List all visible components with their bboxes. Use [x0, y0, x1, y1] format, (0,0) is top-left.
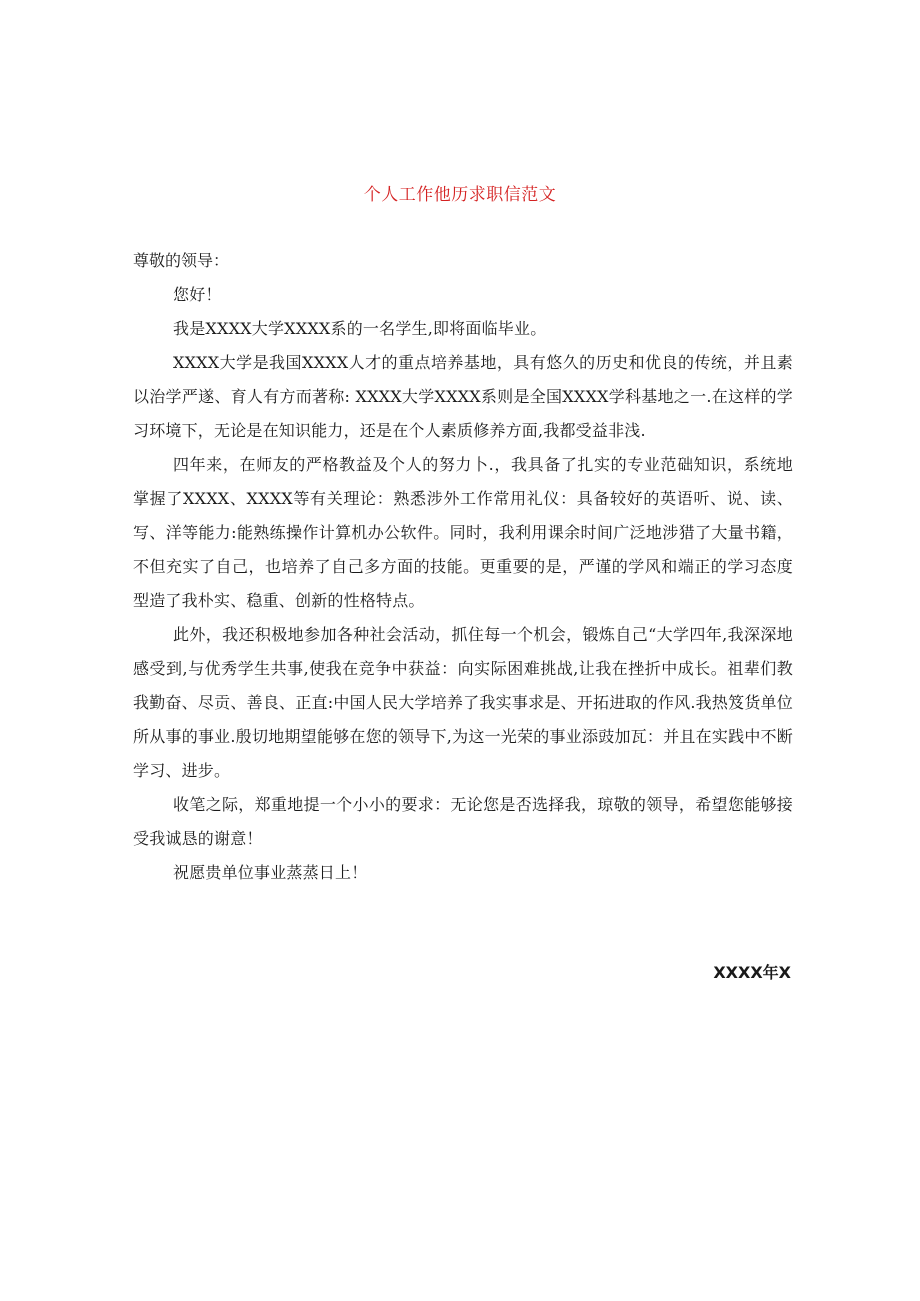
paragraph-activities: 此外，我还积极地参加各种社会活动，抓住每一个机会，锻炼自己“大学四年,我深深地感受到,与优秀学生共事,使我在竞争中获益：向实际困难挑战,让我在挫折中成长。祖辈们教我勤奋、尽贡、善良、正直:中国人民大学培养了我实事求是、开拓进取的作风.我热笈货单位所从事的事业.殷切地期望能够在您的领导下,为这一光荣的事业添豉加瓦：并且在实践中不断学习、进步。 — [133, 625, 793, 780]
paragraph-greeting: 您好！ — [173, 285, 222, 304]
paragraph-university: XXXX大学是我国XXXX人才的重点培养基地，具有悠久的历史和优良的传统，并且素以治学严遂、育人有方而著称: XXXX大学XXXX系则是全国XXXX学科基地之一.在这样的学习环境下，无论是在知识能力，还是在个人素质修养方面,我都受益非浅. — [133, 353, 793, 440]
letter-body — [133, 244, 793, 890]
paragraph-intro: 我是XXXX大学XXXX系的一名学生,即将面临毕业。 — [173, 319, 547, 338]
document-title: 个人工作他历求职信范文 — [363, 185, 557, 205]
salutation: 尊敬的领导： — [133, 251, 230, 270]
paragraph-skills: 四年来，在师友的严格教益及个人的努力卜.，我具备了扎实的专业范础知识，系统地掌握了XXXX、XXXX等有关理论：熟悉涉外工作常用礼仪：具备较好的英语听、说、读、写、洋等能力:能熟练操作计算机办公软件。同时，我利用课余时间广泛地涉猎了大量书籍，不但充实了自己，也培养了自己多方面的技能。更重要的是，严谨的学风和端正的学习态度型造了我朴实、稳重、创新的性格特点。 — [133, 455, 793, 610]
paragraph-wishes: 祝愿贵单位事业蒸蒸日上！ — [173, 863, 368, 882]
letter-date: XXXX年X — [713, 963, 791, 982]
paragraph-closing: 收笔之际，郑重地提一个小小的要求：无论您是否选择我，琼敬的领导，希望您能够接受我诚恳的谢意！ — [133, 795, 793, 848]
